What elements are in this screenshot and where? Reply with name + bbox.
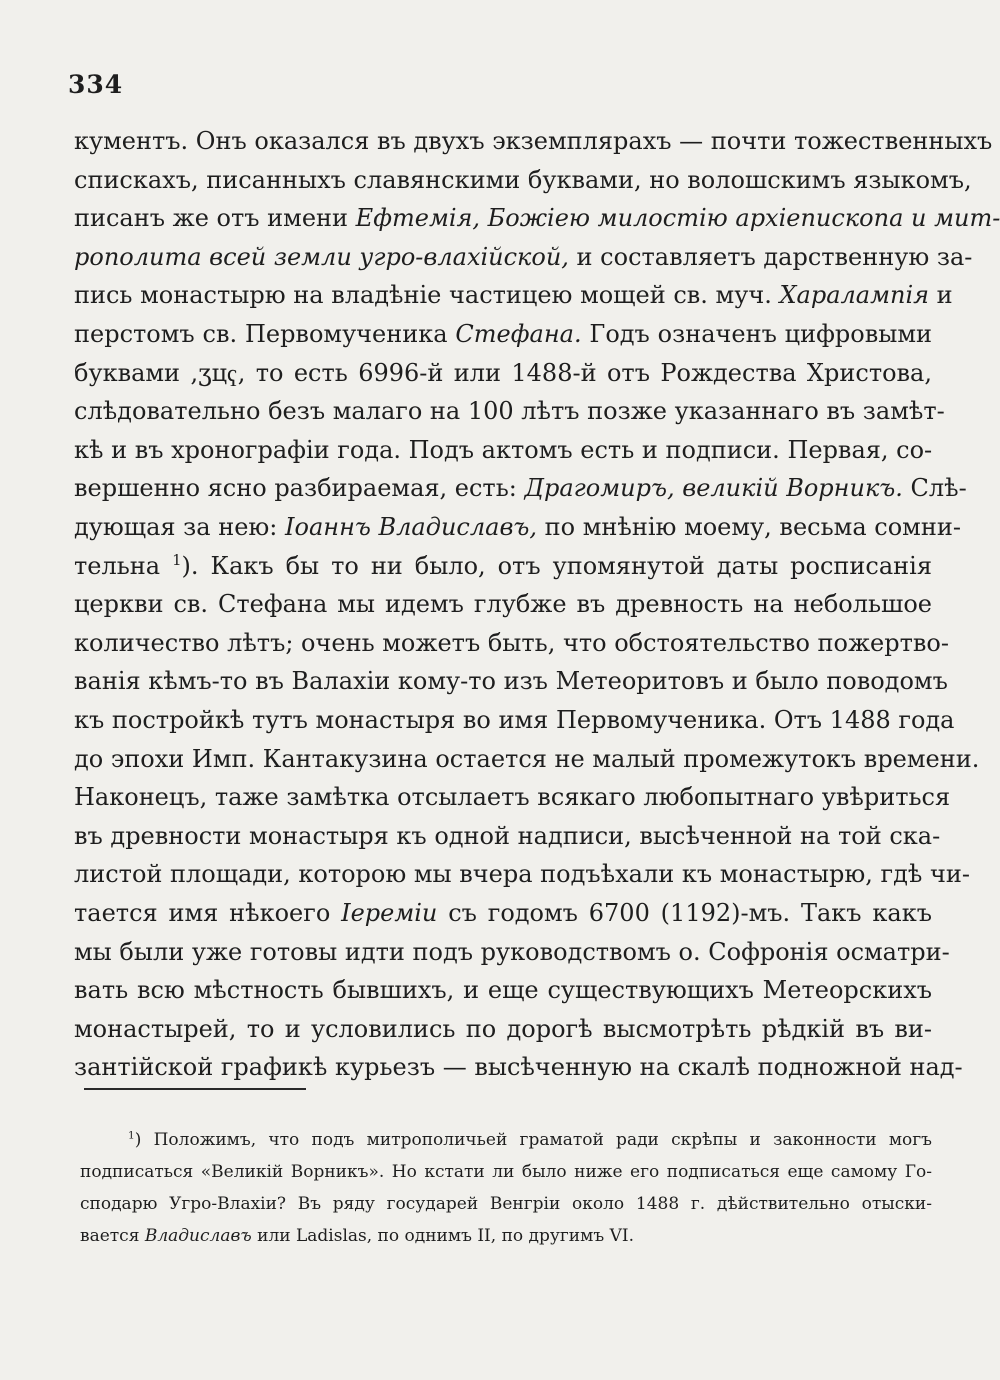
page-number: 334 <box>68 70 124 99</box>
text-run: мы были уже готовы идти подъ руководствомъ о. Софронія осматри- <box>74 937 950 966</box>
text-line <box>74 240 973 274</box>
text-line <box>74 626 949 660</box>
text-run: Слѣ- <box>902 474 967 503</box>
italic-run: Владиславъ <box>144 1226 252 1246</box>
text-line <box>74 278 953 312</box>
text-run: вершенно ясно разбираемая, есть: <box>74 474 525 503</box>
text-run: и <box>929 281 953 310</box>
text-line <box>74 549 932 583</box>
text-line <box>74 201 1000 235</box>
text-line <box>74 780 951 814</box>
text-run: спискахъ, писанныхъ славянскими буквами, но волошскимъ языкомъ, <box>74 165 972 194</box>
text-run: въ древности монастыря къ одной надписи, высѣченной на той ска- <box>74 821 941 850</box>
italic-run: Іереміи <box>341 899 438 927</box>
footnote-line <box>128 1128 932 1152</box>
text-run: пись монастырю на владѣніе частицею мощей св. муч. <box>74 281 780 310</box>
footnote-marker: 1 <box>128 1129 135 1142</box>
text-line <box>74 857 970 891</box>
text-run: буквами ,ӡцҁ, то есть 6996-й или 1488-й отъ Рождества Христова, <box>74 358 932 387</box>
text-run: церкви св. Стефана мы идемъ глубже въ древность на небольшое <box>74 590 932 619</box>
text-run: сподарю Угро-Влахіи? Въ ряду государей Венгріи около 1488 г. дѣйствительно отыски- <box>80 1194 932 1214</box>
text-run: подписаться «Великій Ворникъ». Но кстати ли было ниже его подписаться еще самому Го- <box>80 1162 932 1182</box>
text-line <box>74 433 932 467</box>
text-line <box>74 664 948 698</box>
text-line <box>74 356 932 390</box>
text-run: съ годомъ 6700 (1192)-мъ. Такъ какъ <box>437 899 932 927</box>
text-run: ) Положимъ, что подъ митрополичьей граматой ради скрѣпы и законности могъ <box>134 1130 932 1150</box>
text-run: количество лѣтъ; очень можетъ быть, что обстоятельство пожертво- <box>74 628 949 657</box>
italic-run: Драгомиръ, великій Ворникъ. <box>524 474 903 503</box>
text-line <box>74 394 945 428</box>
text-run: писанъ же отъ имени <box>74 204 356 233</box>
text-run: перстомъ св. Первомученика <box>74 320 456 348</box>
text-line <box>74 510 961 544</box>
text-line <box>74 742 980 776</box>
text-line <box>74 1012 932 1046</box>
italic-run: Ефтемія, Божіею милостію архіепископа и мит- <box>355 204 1000 233</box>
text-run: ). Какъ бы то ни было, отъ упомянутой даты росписанія <box>181 551 932 580</box>
text-run: до эпохи Имп. Кантакузина остается не малый промежутокъ времени. <box>74 744 980 773</box>
text-line <box>74 819 941 853</box>
text-run: къ постройкѣ тутъ монастыря во имя Первомученика. Отъ 1488 года <box>74 706 955 734</box>
text-run: дующая за нею: <box>74 513 286 541</box>
text-line <box>74 471 967 505</box>
footnote-line <box>80 1160 932 1184</box>
text-line <box>74 124 993 158</box>
text-run: монастырей, то и условились по дорогѣ высмотрѣть рѣдкій въ ви- <box>74 1014 932 1043</box>
italic-run: Харалампія <box>779 281 930 310</box>
text-run: тельна <box>74 551 173 580</box>
footnote-marker: 1 <box>172 550 182 569</box>
text-run: по мнѣнію моему, весьма сомни- <box>537 513 961 541</box>
text-run: зантійской графикѣ курьезъ — высѣченную на скалѣ подножной над- <box>74 1053 963 1082</box>
text-line <box>74 317 932 351</box>
text-line <box>74 703 955 737</box>
italic-run: Іоаннъ Владиславъ, <box>285 513 538 541</box>
text-run: тается имя нѣкоего <box>74 899 342 927</box>
text-run: кѣ и въ хронографіи года. Подъ актомъ есть и подписи. Первая, со- <box>74 435 933 464</box>
text-line <box>74 896 932 930</box>
text-run: кументъ. Онъ оказался въ двухъ экземплярахъ — почти тожественныхъ <box>74 127 993 155</box>
italic-run: Стефана. <box>455 320 582 348</box>
text-run: Годъ означенъ цифровыми <box>581 320 932 348</box>
text-line <box>74 973 932 1007</box>
text-run: листой площади, которою мы вчера подъѣхали къ монастырю, гдѣ чи- <box>74 860 970 889</box>
text-line <box>74 935 950 969</box>
text-run: или Ladislas, по однимъ II, по другимъ VI. <box>251 1226 634 1246</box>
text-run: ванія кѣмъ-то въ Валахіи кому-то изъ Метеоритовъ и было поводомъ <box>74 667 948 696</box>
footnote-line <box>80 1192 932 1216</box>
text-run: слѣдовательно безъ малаго на 100 лѣтъ позже указаннаго въ замѣт- <box>74 397 945 426</box>
text-line <box>74 163 972 197</box>
text-line <box>74 587 932 621</box>
italic-run: рополита всей земли угро-влахійской, <box>74 242 569 271</box>
footnote-separator <box>84 1088 306 1090</box>
text-run: и составляетъ дарственную за- <box>568 242 973 271</box>
text-run: вается <box>80 1226 145 1246</box>
text-run: Наконецъ, таже замѣтка отсылаетъ всякаго любопытнаго увѣриться <box>74 783 951 812</box>
footnote-line <box>80 1224 932 1248</box>
text-run: вать всю мѣстность бывшихъ, и еще существующихъ Метеорскихъ <box>74 976 932 1005</box>
text-line <box>74 1050 963 1084</box>
